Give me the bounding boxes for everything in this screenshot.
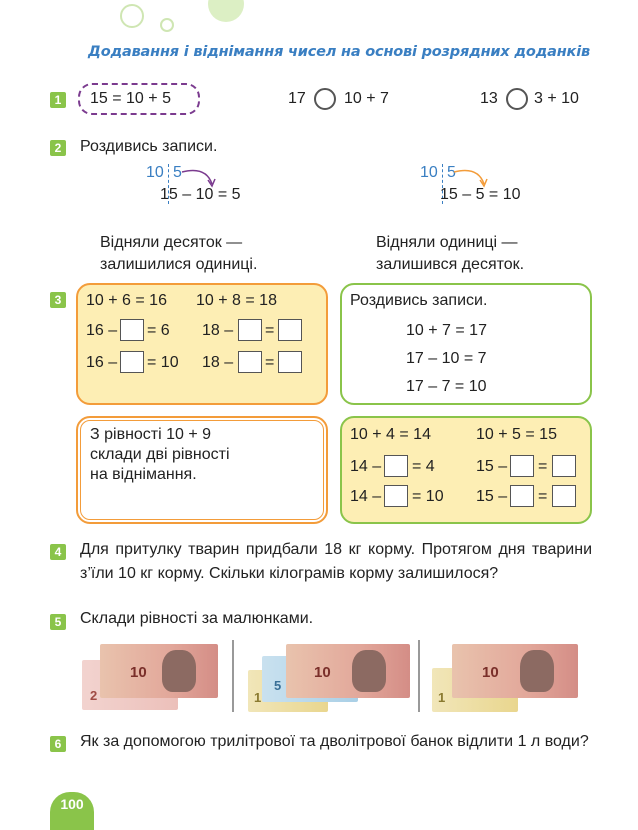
- task-4-text: Для притулку тварин придбали 18 кг корму. Протягом дня тварини з’їли 10 кг корму. Скільки кілограмів корму залишилося?: [80, 541, 592, 582]
- answer-box[interactable]: [510, 485, 534, 507]
- task-5-prompt: Склади рівності за малюнками.: [80, 610, 314, 627]
- answer-box[interactable]: [384, 485, 408, 507]
- banknote-5-label: 5: [274, 678, 282, 693]
- task-2-right-caption-2: залишився десяток.: [376, 256, 525, 273]
- answer-box[interactable]: [238, 351, 262, 373]
- task-3-number: 3: [50, 292, 66, 308]
- task-5-number: 5: [50, 614, 66, 630]
- task-1-cmp2-circle[interactable]: [506, 88, 528, 110]
- task-1-cmp1-circle[interactable]: [314, 88, 336, 110]
- task-3-c-l3: на віднімання.: [90, 466, 197, 483]
- answer-box[interactable]: [552, 485, 576, 507]
- task-3-b-l2: 17 – 10 = 7: [406, 350, 487, 367]
- decor-circle-small: [120, 4, 144, 28]
- banknote-2-label: 2: [90, 688, 98, 703]
- task-1-cmp2-left: 13: [480, 90, 498, 107]
- decor-circle-tiny: [160, 18, 174, 32]
- task-2-right-expr: 15 – 5 = 10: [440, 186, 521, 203]
- task-3-a-r3b-mid: =: [265, 354, 275, 371]
- portrait-icon: [520, 650, 554, 692]
- separator: [418, 640, 420, 712]
- task-1-cmp1-right: 10 + 7: [344, 90, 389, 107]
- portrait-icon: [162, 650, 196, 692]
- task-3-c-l2: склади дві рівності: [90, 446, 230, 463]
- answer-box[interactable]: [278, 351, 302, 373]
- task-2-right-caption-1: Відняли одиниці —: [376, 234, 518, 251]
- answer-box[interactable]: [510, 455, 534, 477]
- task-2-left-caption-2: залишилися одиниці.: [100, 256, 258, 273]
- task-2-right-tens: 10: [420, 164, 438, 181]
- task-3-d-r3b-mid: =: [538, 488, 548, 505]
- task-3-a-r2b-pre: 18 –: [202, 322, 234, 339]
- task-2-number: 2: [50, 140, 66, 156]
- task-3-a-r1b: 10 + 8 = 18: [196, 292, 277, 309]
- task-4-number: 4: [50, 544, 66, 560]
- task-3-b-l3: 17 – 7 = 10: [406, 378, 487, 395]
- task-1-example: 15 = 10 + 5: [90, 90, 171, 107]
- banknote-10-label: 10: [482, 664, 499, 681]
- answer-box[interactable]: [120, 351, 144, 373]
- task-3-d-r2b-mid: =: [538, 458, 548, 475]
- banknote-10: [286, 644, 410, 698]
- banknote-10: [452, 644, 578, 698]
- task-3-a-r2b-mid: =: [265, 322, 275, 339]
- task-3-d-r3a-post: = 10: [412, 488, 444, 505]
- answer-box[interactable]: [278, 319, 302, 341]
- banknote-10-label: 10: [130, 664, 147, 681]
- task-2-prompt: Роздивись записи.: [80, 138, 218, 155]
- task-1-cmp2-right: 3 + 10: [534, 90, 579, 107]
- task-2-left-caption-1: Відняли десяток —: [100, 234, 243, 251]
- portrait-icon: [352, 650, 386, 692]
- page-title: Додавання і віднімання чисел на основі розрядних доданків: [88, 44, 590, 60]
- decor-circle-large: [208, 0, 244, 22]
- page-number: 100: [50, 792, 94, 830]
- banknote-10-label: 10: [314, 664, 331, 681]
- task-2-right-ones: 5: [447, 164, 456, 181]
- task-3-d-r2a-post: = 4: [412, 458, 435, 475]
- task-2-left-tens: 10: [146, 164, 164, 181]
- task-3-a-r1a: 10 + 6 = 16: [86, 292, 167, 309]
- task-3-a-r2a-pre: 16 –: [86, 322, 118, 339]
- answer-box[interactable]: [384, 455, 408, 477]
- task-3-d-r3a-pre: 14 –: [350, 488, 382, 505]
- task-3-d-r1a: 10 + 4 = 14: [350, 426, 431, 443]
- task-3-a-r3a-pre: 16 –: [86, 354, 118, 371]
- task-3-a-r2a-post: = 6: [147, 322, 170, 339]
- task-6-number: 6: [50, 736, 66, 752]
- banknote-1-label: 1: [254, 690, 262, 705]
- task-3-c-l1: З рівності 10 + 9: [90, 426, 212, 443]
- task-3-d-r2a-pre: 14 –: [350, 458, 382, 475]
- task-3-b-l1: 10 + 7 = 17: [406, 322, 487, 339]
- task-3-a-r3b-pre: 18 –: [202, 354, 234, 371]
- banknote-1-label: 1: [438, 690, 446, 705]
- task-3-d-r2b-pre: 15 –: [476, 458, 508, 475]
- separator: [232, 640, 234, 712]
- task-3-a-r3a-post: = 10: [147, 354, 179, 371]
- task-3-d-r1b: 10 + 5 = 15: [476, 426, 557, 443]
- answer-box[interactable]: [552, 455, 576, 477]
- answer-box[interactable]: [238, 319, 262, 341]
- task-1-number: 1: [50, 92, 66, 108]
- answer-box[interactable]: [120, 319, 144, 341]
- banknote-10: [100, 644, 218, 698]
- task-3-d-r3b-pre: 15 –: [476, 488, 508, 505]
- task-1-cmp1-left: 17: [288, 90, 306, 107]
- task-6-text: Як за допомогою трилітрової та дволітрової банок відлити 1 л води?: [80, 733, 589, 750]
- task-2-left-expr: 15 – 10 = 5: [160, 186, 241, 203]
- task-3-b-header: Роздивись записи.: [350, 292, 488, 309]
- task-2-left-ones: 5: [173, 164, 182, 181]
